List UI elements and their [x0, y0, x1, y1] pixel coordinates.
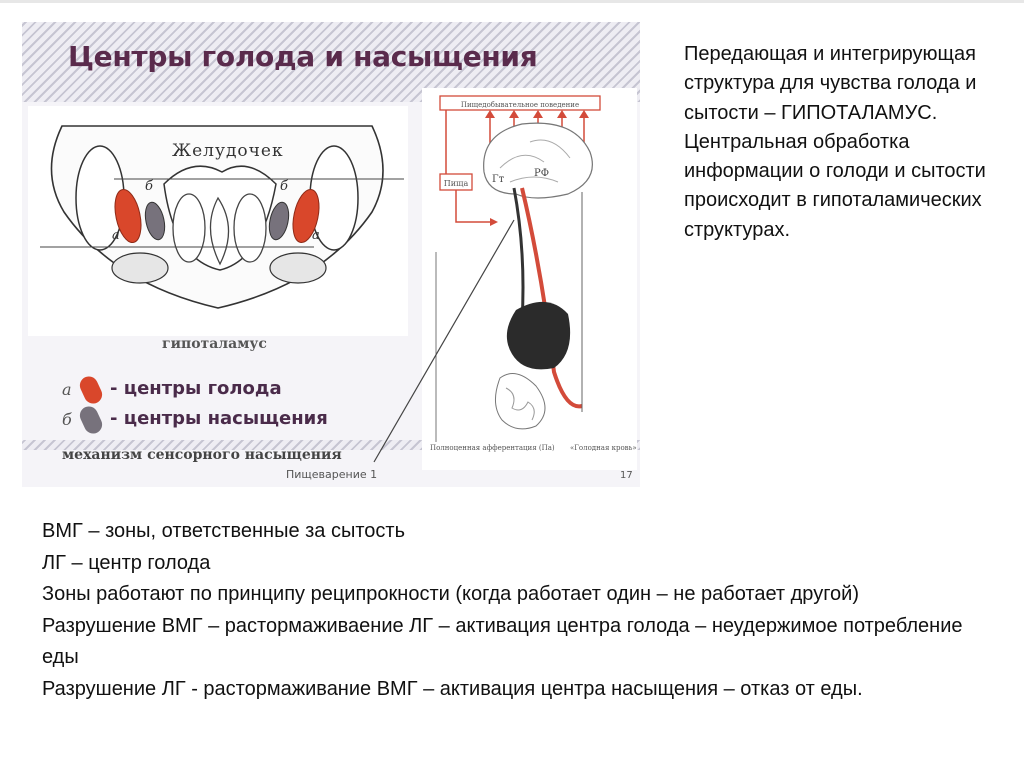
gt-label: Гт	[492, 174, 505, 185]
bottom-right-caption: «Голодная кровь»	[570, 444, 637, 452]
rf-label: РФ	[534, 168, 550, 179]
slide-image	[22, 22, 640, 487]
label-b-right: б	[280, 179, 288, 194]
paragraph-lg-destruction: Разрушение ЛГ - растормаживание ВМГ – активация центра насыщения – отказ от еды.	[42, 677, 863, 700]
label-b-left: б	[145, 179, 153, 194]
slide-image-footer: Пищеварение 1	[286, 468, 378, 481]
slide-image-title: Центры голода и насыщения	[68, 40, 538, 73]
legend-hunger-text: - центры голода	[110, 378, 282, 399]
left-inner-structure	[173, 194, 205, 262]
bottom-left-caption: Полноценная афферентация (Па)	[430, 444, 555, 452]
slide-image-page-number: 17	[620, 470, 633, 481]
label-a-right: а	[312, 228, 320, 243]
food-box-label: Пища	[443, 179, 469, 188]
label-a-left: а	[112, 228, 120, 243]
bottom-text-block	[42, 516, 1002, 705]
right-paragraph: Передающая и интегрирующая структура для чувства голода и сытости – ГИПОТАЛАМУС. Центральная обработка информации о голоди и сытости происходит в гипоталамических структурах.	[684, 43, 986, 241]
mechanism-label: механизм сенсорного насыщения	[62, 447, 342, 463]
legend-hunger-letter: а	[62, 380, 72, 399]
paragraph-reciprocity: Зоны работают по принципу реципрокности (когда работает один – не работает другой)	[42, 583, 860, 605]
legend-satiety-text: - центры насыщения	[110, 408, 328, 429]
top-border-line	[0, 0, 1024, 3]
legend-satiety-letter: б	[62, 410, 72, 429]
paragraph-vmg-destruction: Разрушение ВМГ – растормаживаение ЛГ – активация центра голода – неудержимое потребление еды	[42, 614, 963, 668]
paragraph-lg: ЛГ – центр голода	[42, 551, 211, 574]
top-behavior-box-label: Пищедобывательное поведение	[460, 101, 580, 109]
right-inner-structure	[234, 194, 266, 262]
stomach	[507, 302, 570, 369]
right-lower-nucleus	[270, 253, 326, 283]
paragraph-vmg: ВМГ – зоны, ответственные за сытость	[42, 520, 405, 542]
hypothalamus-label: гипоталамус	[162, 336, 267, 352]
brain-outline	[484, 123, 593, 198]
stomach-label: Желудочек	[172, 141, 284, 161]
left-lower-nucleus	[112, 253, 168, 283]
